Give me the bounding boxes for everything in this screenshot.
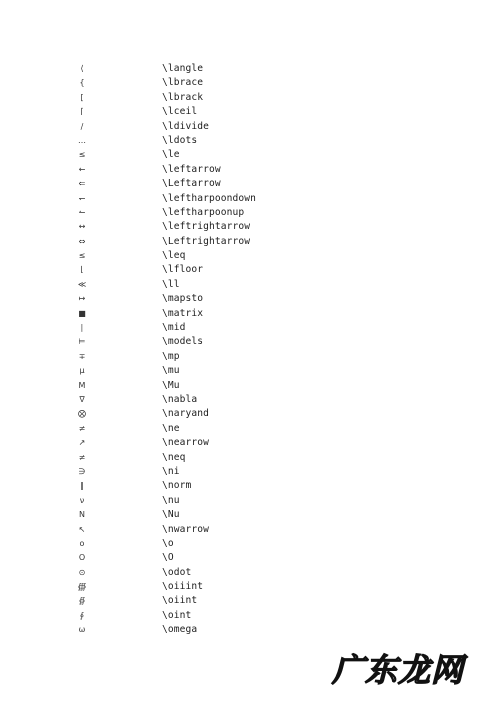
symbol-glyph: … (78, 135, 86, 145)
symbol-glyph: ↽ (78, 193, 86, 203)
list-item (0, 566, 500, 580)
symbol-glyph: ο (79, 538, 85, 548)
symbol-glyph: ω (78, 625, 86, 635)
list-item (0, 177, 500, 191)
command-text: \O (162, 552, 174, 564)
command-text: \leftharpoonup (162, 206, 245, 218)
command-text: \omega (162, 624, 198, 636)
list-item (0, 134, 500, 148)
symbol-glyph: ∮ (79, 610, 85, 620)
list-item (0, 551, 500, 565)
list-item (0, 479, 500, 493)
list-item (0, 62, 500, 76)
command-text: \odot (162, 566, 192, 578)
symbol-glyph: ≤ (78, 150, 86, 160)
command-text: \Mu (162, 379, 180, 391)
list-item (0, 206, 500, 220)
symbol-glyph: ⟨ (80, 64, 84, 73)
symbol-glyph: ∋ (78, 466, 86, 476)
list-item (0, 407, 500, 421)
symbol-glyph: ↔ (78, 222, 86, 232)
command-text: \o (162, 537, 174, 549)
command-text: \leftrightarrow (162, 221, 251, 233)
list-item (0, 523, 500, 537)
symbol-glyph: ⌊ (80, 265, 84, 275)
list-item (0, 350, 500, 364)
symbol-glyph: ← (78, 164, 86, 174)
symbol-glyph: ⨂ (78, 409, 86, 419)
list-item (0, 91, 500, 105)
list-item (0, 580, 500, 594)
list-item (0, 422, 500, 436)
symbol-glyph: ≪ (77, 279, 87, 289)
command-text: \Leftarrow (162, 178, 221, 190)
symbol-glyph: ⊨ (78, 337, 86, 347)
list-item (0, 451, 500, 465)
symbol-glyph: ≤ (78, 251, 86, 261)
symbol-glyph: ∣ (80, 323, 84, 333)
list-item (0, 307, 500, 321)
symbol-glyph: ⌈ (80, 107, 84, 117)
list-item (0, 537, 500, 551)
list-item (0, 120, 500, 134)
command-text: \nwarrow (162, 523, 210, 535)
command-text: \ni (162, 465, 180, 477)
list-item (0, 494, 500, 508)
symbol-glyph: ■ (78, 308, 86, 318)
command-text: \mp (162, 350, 180, 362)
command-text: \ldots (162, 134, 198, 146)
command-text: \nabla (162, 393, 198, 405)
command-text: \oiint (162, 595, 198, 607)
command-text: \ne (162, 422, 180, 434)
symbol-glyph: ↗ (78, 438, 86, 448)
list-item (0, 192, 500, 206)
command-text: \oiiint (162, 581, 204, 593)
symbol-glyph: ↖ (78, 524, 86, 534)
list-item (0, 321, 500, 335)
command-text: \matrix (162, 307, 204, 319)
command-text: \nearrow (162, 437, 210, 449)
list-item (0, 249, 500, 263)
symbol-glyph: ν (79, 495, 85, 505)
symbol-glyph: ∯ (78, 596, 86, 606)
list-item (0, 364, 500, 378)
symbol-glyph: ⊙ (78, 567, 86, 577)
list-item (0, 163, 500, 177)
command-text: \lbrace (162, 77, 204, 89)
command-text: \oint (162, 609, 192, 621)
command-text: \ldivide (162, 120, 210, 132)
list-item (0, 594, 500, 608)
watermark-logo: 广东龙网 (331, 651, 464, 689)
command-text: \leftharpoondown (162, 192, 257, 204)
symbol-glyph: ∇ (79, 394, 85, 404)
symbol-glyph: Μ (78, 380, 86, 390)
command-text: \leq (162, 250, 186, 262)
list-item (0, 508, 500, 522)
symbol-glyph: ‖ (80, 481, 84, 491)
symbol-glyph: ≠ (78, 452, 86, 462)
symbol-glyph: Ν (79, 510, 85, 520)
symbol-glyph: ⇐ (78, 179, 86, 189)
list-item (0, 76, 500, 90)
symbol-glyph: ∕ (80, 121, 84, 131)
list-item (0, 436, 500, 450)
list-item (0, 148, 500, 162)
list-item (0, 220, 500, 234)
command-text: \norm (162, 480, 192, 492)
list-item (0, 393, 500, 407)
list-item (0, 335, 500, 349)
list-item (0, 263, 500, 277)
list-item (0, 278, 500, 292)
list-item (0, 465, 500, 479)
command-text: \nu (162, 494, 180, 506)
command-text: \models (162, 336, 204, 348)
command-text: \naryand (162, 408, 210, 420)
list-item (0, 235, 500, 249)
symbol-glyph: Ο (78, 553, 86, 563)
command-text: \neq (162, 451, 186, 463)
command-text: \Nu (162, 509, 180, 521)
symbol-glyph: ∓ (78, 351, 86, 361)
command-text: \lbrack (162, 91, 204, 103)
symbol-glyph: { (79, 78, 85, 88)
symbol-glyph: ↼ (78, 207, 86, 217)
symbol-glyph: ⇔ (78, 236, 86, 246)
list-item (0, 623, 500, 637)
list-item (0, 379, 500, 393)
command-text: \langle (162, 63, 204, 74)
command-text: \Leftrightarrow (162, 235, 251, 247)
command-text: \lfloor (162, 264, 204, 276)
list-item (0, 292, 500, 306)
symbol-glyph: ↦ (78, 294, 86, 304)
command-text: \mu (162, 365, 180, 377)
command-text: \mid (162, 322, 186, 334)
list-item (0, 609, 500, 623)
symbol-glyph: [ (80, 92, 84, 102)
list-item (0, 105, 500, 119)
symbol-glyph: μ (79, 366, 85, 376)
symbol-glyph: ≠ (78, 423, 86, 433)
command-text: \mapsto (162, 293, 204, 305)
symbol-command-list (0, 62, 500, 638)
command-text: \le (162, 149, 180, 161)
symbol-glyph: ∰ (77, 582, 87, 592)
command-text: \ll (162, 278, 180, 290)
command-text: \lceil (162, 106, 198, 118)
command-text: \leftarrow (162, 163, 221, 175)
